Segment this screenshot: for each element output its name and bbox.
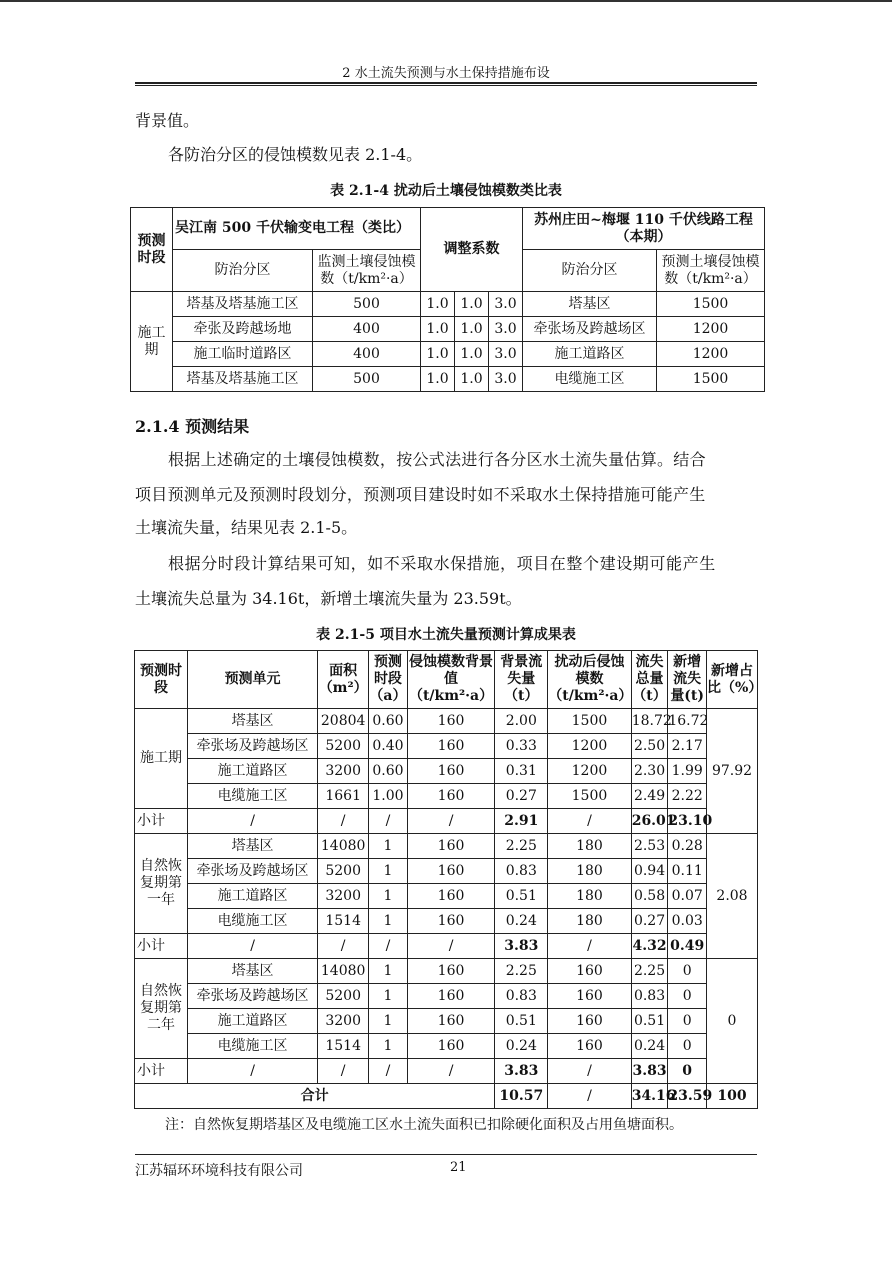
table-cell: 4.32 [631, 934, 668, 959]
page-number: 21 [450, 1160, 467, 1175]
table-cell: 牵张场及跨越场区 [187, 984, 317, 1009]
table-row [135, 834, 758, 859]
table-cell: 20804 [318, 709, 369, 734]
table-row [135, 709, 758, 734]
table-row [135, 984, 758, 1009]
table-cell: 小计 [135, 934, 188, 959]
table-cell: 180 [548, 909, 631, 934]
table-row [135, 959, 758, 984]
table-cell: 1 [369, 1034, 408, 1059]
table-row [131, 292, 765, 317]
table-cell: 0.60 [369, 759, 408, 784]
subtotal-row [135, 1059, 758, 1084]
table-cell: 0.83 [631, 984, 668, 1009]
table-header-cell: 面积（m²） [318, 651, 369, 709]
table-cell: 160 [548, 1009, 631, 1034]
table-cell: 电缆施工区 [187, 909, 317, 934]
table-cell: 牵张场及跨越场区 [187, 859, 317, 884]
table-row [131, 317, 765, 342]
table-cell: / [369, 934, 408, 959]
table-cell: / [318, 934, 369, 959]
table-cell: / [369, 1059, 408, 1084]
table-cell: 塔基及塔基施工区 [173, 367, 313, 392]
table-cell: 0.28 [668, 834, 707, 859]
header-rule [135, 82, 757, 84]
table-cell: 400 [313, 342, 421, 367]
table-cell: 160 [407, 734, 495, 759]
table-cell: 160 [407, 709, 495, 734]
table-cell: 塔基区 [187, 834, 317, 859]
table-cell: 160 [407, 959, 495, 984]
table-cell: 0.07 [668, 884, 707, 909]
table-cell: 2.49 [631, 784, 668, 809]
header-ref-project: 吴江南 500 千伏输变电工程（类比） [173, 208, 421, 250]
period-cell: 自然恢复期第二年 [135, 959, 188, 1059]
table-cell: / [548, 1059, 631, 1084]
table-cell: 1200 [657, 342, 765, 367]
table-cell: 施工道路区 [187, 884, 317, 909]
table-cell: 5200 [318, 984, 369, 1009]
table-cell: / [548, 809, 631, 834]
table-cell: 1500 [657, 367, 765, 392]
table-cell: 160 [407, 884, 495, 909]
table-header-cell: 背景流失量（t） [495, 651, 548, 709]
table-cell: 180 [548, 834, 631, 859]
table-cell: 2.30 [631, 759, 668, 784]
table-header-cell: 新增占比（%） [707, 651, 758, 709]
table-cell: 施工临时道路区 [173, 342, 313, 367]
table-cell: / [187, 934, 317, 959]
table-cell: 3.0 [489, 367, 523, 392]
table-header-cell: 预测单元 [187, 651, 317, 709]
table-cell: 1.0 [455, 292, 489, 317]
table-cell: 0.40 [369, 734, 408, 759]
table-cell: 1 [369, 984, 408, 1009]
table-cell: 3.0 [489, 317, 523, 342]
table-cell: 1.0 [421, 342, 455, 367]
paragraph: 根据分时段计算结果可知，如不采取水保措施，项目在整个建设期可能产生 [168, 554, 716, 573]
table-cell: 160 [407, 834, 495, 859]
table-cell: 牵张及跨越场地 [173, 317, 313, 342]
table-cell: 0 [668, 1059, 707, 1084]
table-cell: 牵张场及跨越场区 [187, 734, 317, 759]
table-cell: 电缆施工区 [187, 1034, 317, 1059]
table-header-cell: 预测时段 [135, 651, 188, 709]
table-cell: 5200 [318, 859, 369, 884]
table-cell: 3.83 [495, 934, 548, 959]
period-cell: 自然恢复期第一年 [135, 834, 188, 934]
table-caption: 表 2.1-4 扰动后土壤侵蚀模数类比表 [330, 183, 562, 199]
footer-rule [135, 1154, 757, 1155]
table-cell: 0 [668, 1034, 707, 1059]
table-cell: / [407, 809, 495, 834]
table-cell: 0.24 [495, 909, 548, 934]
table-cell: 3200 [318, 1009, 369, 1034]
erosion-modulus-table [130, 207, 765, 392]
table-cell: 0.51 [495, 884, 548, 909]
table-cell: 0.33 [495, 734, 548, 759]
table-cell: / [407, 934, 495, 959]
table-cell: / [318, 1059, 369, 1084]
table-cell: 0.51 [631, 1009, 668, 1034]
table-cell: 塔基及塔基施工区 [173, 292, 313, 317]
table-cell: 5200 [318, 734, 369, 759]
table-row [135, 784, 758, 809]
table-cell: 23.10 [668, 809, 707, 834]
table-cell: 0.31 [495, 759, 548, 784]
table-cell: 1200 [548, 734, 631, 759]
share-cell: 0 [707, 959, 758, 1084]
table-header-row [135, 651, 758, 709]
paragraph: 各防治分区的侵蚀模数见表 2.1-4。 [168, 145, 423, 164]
table-cell: 10.57 [495, 1084, 548, 1109]
table-cell: 3.0 [489, 342, 523, 367]
table-cell: 小计 [135, 1059, 188, 1084]
table-caption: 表 2.1-5 项目水土流失量预测计算成果表 [316, 627, 576, 643]
table-cell: 1514 [318, 1034, 369, 1059]
subtotal-row [135, 934, 758, 959]
table-cell: 2.53 [631, 834, 668, 859]
table-cell: / [187, 809, 317, 834]
table-cell: 500 [313, 292, 421, 317]
table-cell: / [548, 1084, 631, 1109]
table-cell: 160 [548, 984, 631, 1009]
table-cell: 2.50 [631, 734, 668, 759]
table-cell: 1.0 [421, 292, 455, 317]
table-cell: 0.58 [631, 884, 668, 909]
table-cell: 1.0 [421, 367, 455, 392]
table-cell: 1 [369, 909, 408, 934]
table-row [135, 909, 758, 934]
table-cell: 牵张场及跨越场区 [523, 317, 657, 342]
paragraph: 土壤流失量，结果见表 2.1-5。 [135, 518, 358, 537]
period-cell: 施工期 [135, 709, 188, 809]
table-header-cell: 新增流失量(t) [668, 651, 707, 709]
table-cell: 0.49 [668, 934, 707, 959]
table-cell: 160 [407, 1009, 495, 1034]
paragraph: 根据上述确定的土壤侵蚀模数，按公式法进行各分区水土流失量估算。结合 [168, 450, 706, 469]
table-cell: 3.0 [489, 292, 523, 317]
table-cell: / [369, 809, 408, 834]
table-cell: 0.11 [668, 859, 707, 884]
header-this-project: 苏州庄田~梅堰 110 千伏线路工程（本期） [523, 208, 765, 250]
table-cell: 0 [668, 1009, 707, 1034]
table-cell: 1.0 [455, 367, 489, 392]
table-cell: 3200 [318, 759, 369, 784]
table-cell: 160 [548, 1034, 631, 1059]
header-period: 预测时段 [131, 208, 173, 292]
header-rule-thin [135, 85, 757, 86]
soil-loss-prediction-table [134, 650, 763, 1109]
table-cell: 100 [707, 1084, 758, 1109]
table-cell: 34.16 [631, 1084, 668, 1109]
table-cell: 0.83 [495, 859, 548, 884]
table-cell: 0.60 [369, 709, 408, 734]
table-cell: 小计 [135, 809, 188, 834]
period-cell: 施工期 [131, 292, 173, 392]
table-cell: 塔基区 [187, 709, 317, 734]
table-row [135, 1034, 758, 1059]
table-row [135, 884, 758, 909]
running-header: 2 水土流失预测与水土保持措施布设 [342, 66, 550, 81]
table-cell: 1.00 [369, 784, 408, 809]
table-cell: 施工道路区 [187, 1009, 317, 1034]
table-cell: 160 [407, 1034, 495, 1059]
table-cell: 1500 [548, 709, 631, 734]
table-cell: 1200 [548, 759, 631, 784]
table-cell: 0.94 [631, 859, 668, 884]
table-row [135, 859, 758, 884]
table-cell: 塔基区 [523, 292, 657, 317]
header-zone: 防治分区 [173, 250, 313, 292]
table-cell: 0.24 [495, 1034, 548, 1059]
table-cell: 0.27 [631, 909, 668, 934]
table-cell: / [548, 934, 631, 959]
share-cell: 2.08 [707, 834, 758, 959]
header-zone2: 防治分区 [523, 250, 657, 292]
table-header-cell: 侵蚀模数背景值（t/km²·a） [407, 651, 495, 709]
paragraph: 项目预测单元及预测时段划分，预测项目建设时如不采取水土保持措施可能产生 [135, 485, 706, 504]
subtotal-row [135, 809, 758, 834]
table-cell: 1.0 [421, 317, 455, 342]
table-cell: 0 [668, 984, 707, 1009]
table-cell: 160 [407, 984, 495, 1009]
share-cell: 97.92 [707, 709, 758, 834]
table-cell: 1.99 [668, 759, 707, 784]
table-cell: 500 [313, 367, 421, 392]
header-coefficient: 调整系数 [421, 208, 523, 292]
table-cell: 160 [407, 759, 495, 784]
table-cell: 3.83 [631, 1059, 668, 1084]
table-cell: 0.24 [631, 1034, 668, 1059]
table-cell: 2.25 [631, 959, 668, 984]
page-top-border [0, 0, 892, 2]
table-header-cell: 扰动后侵蚀模数（t/km²·a） [548, 651, 631, 709]
table-cell: 2.22 [668, 784, 707, 809]
table-cell: 1.0 [455, 317, 489, 342]
table-cell: 2.17 [668, 734, 707, 759]
table-cell: / [187, 1059, 317, 1084]
table-cell: 2.25 [495, 834, 548, 859]
paragraph: 土壤流失总量为 34.16t，新增土壤流失量为 23.59t。 [135, 589, 522, 608]
table-cell: 1 [369, 884, 408, 909]
table-cell: 1500 [657, 292, 765, 317]
table-row [131, 342, 765, 367]
table-cell: 400 [313, 317, 421, 342]
table-row [135, 734, 758, 759]
table-cell: 160 [548, 959, 631, 984]
table-cell: 1.0 [455, 342, 489, 367]
table-cell: 0 [668, 959, 707, 984]
table-cell: 0.83 [495, 984, 548, 1009]
table-cell: 26.01 [631, 809, 668, 834]
table-cell: 1 [369, 1009, 408, 1034]
table-cell: 16.72 [668, 709, 707, 734]
table-cell: / [407, 1059, 495, 1084]
table-cell: 180 [548, 859, 631, 884]
header-monitor: 监测土壤侵蚀模数（t/km²·a） [313, 250, 421, 292]
paragraph: 背景值。 [135, 111, 200, 130]
table-header-cell: 预测时段（a） [369, 651, 408, 709]
table-cell: 18.72 [631, 709, 668, 734]
table-cell: 1661 [318, 784, 369, 809]
table-cell: 0.27 [495, 784, 548, 809]
table-cell: 2.00 [495, 709, 548, 734]
table-row [131, 367, 765, 392]
table-cell: 施工道路区 [523, 342, 657, 367]
total-row [135, 1084, 758, 1109]
table-header-cell: 流失总量（t） [631, 651, 668, 709]
table-cell: 电缆施工区 [523, 367, 657, 392]
total-label: 合计 [135, 1084, 495, 1109]
table-cell: 0.03 [668, 909, 707, 934]
table-cell: 160 [407, 859, 495, 884]
table-cell: 160 [407, 784, 495, 809]
table-row [135, 759, 758, 784]
table-cell: 160 [407, 909, 495, 934]
header-predict: 预测土壤侵蚀模数（t/km²·a） [657, 250, 765, 292]
table-cell: 14080 [318, 834, 369, 859]
table-cell: 3200 [318, 884, 369, 909]
section-title: 2.1.4 预测结果 [135, 417, 250, 436]
table-cell: 1 [369, 959, 408, 984]
table-cell: 1 [369, 834, 408, 859]
table-cell: 1500 [548, 784, 631, 809]
table-cell: 2.25 [495, 959, 548, 984]
footer-company: 江苏辐环环境科技有限公司 [135, 1163, 303, 1179]
table-cell: 3.83 [495, 1059, 548, 1084]
table-cell: 塔基区 [187, 959, 317, 984]
table-cell: 电缆施工区 [187, 784, 317, 809]
table-cell: 1514 [318, 909, 369, 934]
table-cell: 施工道路区 [187, 759, 317, 784]
table-cell: 180 [548, 884, 631, 909]
table-row [135, 1009, 758, 1034]
table-cell: / [318, 809, 369, 834]
table-cell: 1200 [657, 317, 765, 342]
table-cell: 2.91 [495, 809, 548, 834]
table-cell: 23.59 [668, 1084, 707, 1109]
table-cell: 14080 [318, 959, 369, 984]
table-cell: 0.51 [495, 1009, 548, 1034]
table-cell: 1 [369, 859, 408, 884]
table-note: 注：自然恢复期塔基区及电缆施工区水土流失面积已扣除硬化面积及占用鱼塘面积。 [165, 1117, 683, 1133]
